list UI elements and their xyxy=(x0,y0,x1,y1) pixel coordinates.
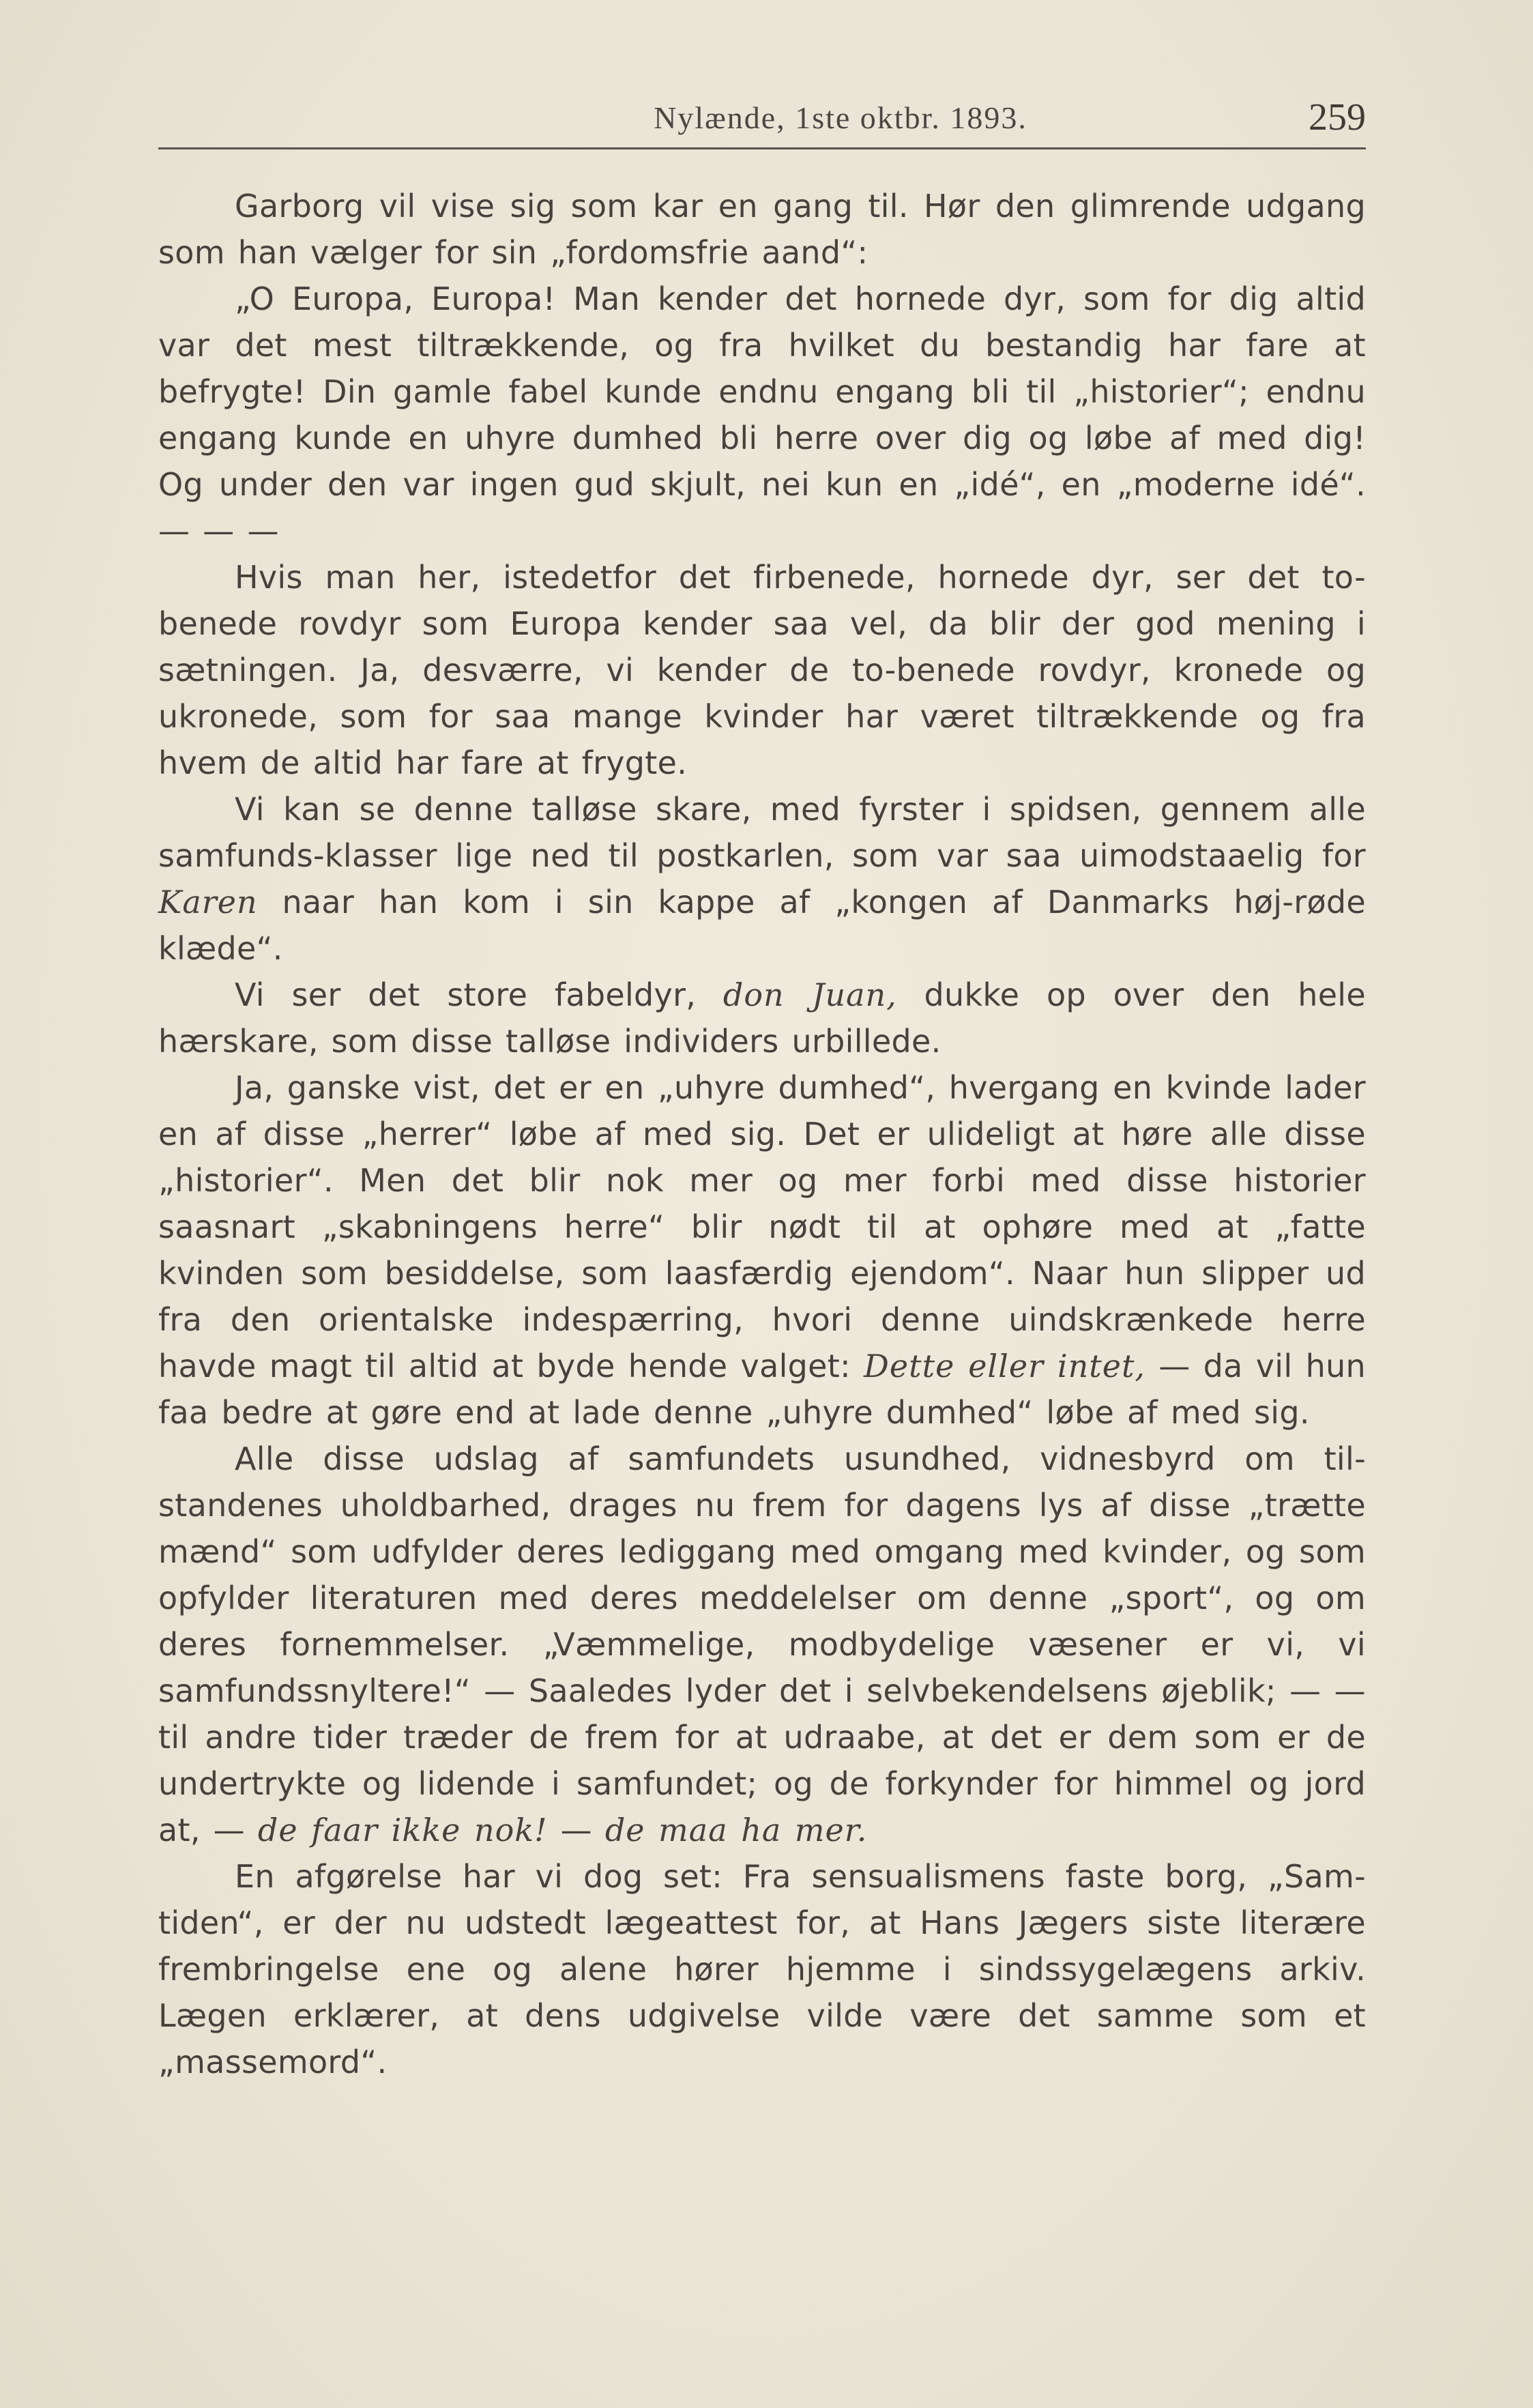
paragraph-6-text-after: — da vil hun faa bedre at gøre end at lade denne „uhyre dumhed“ løbe af med sig. xyxy=(158,1348,1366,1431)
paragraph-5-text-before: Vi ser det store fabeldyr, xyxy=(235,976,697,1013)
paragraph-7 xyxy=(158,1436,1366,1853)
paragraph-2-text: „O Europa, Europa! Man kender det hornede dyr, som for dig altid var det mest tiltrækkende, og fra hvilket du bestandig har fare at befrygte! Din gamle fabel kunde endnu engang bli til „historier“; endnu engang kunde en uhyre dumhed bli herre over dig og løbe af med dig! Og under den var ingen gud skjult, nei kun en „idé“, en „moderne idé“. — — — xyxy=(158,280,1366,549)
paragraph-5-text-after: dukke op over den hele hærskare, som disse talløse individers urbillede. xyxy=(158,976,1366,1060)
paragraph-5-italic: don Juan, xyxy=(722,976,897,1013)
paragraph-6 xyxy=(158,1064,1366,1436)
paragraph-3-text: Hvis man her, istedetfor det firbenede, hornede dyr, ser det to-benede rovdyr som Europa kender saa vel, da blir der god mening i sætningen. Ja, desværre, vi kender de to-benede rovdyr, kronede og ukronede, som for saa mange kvinder har været tiltrækkende og fra hvem de altid har fare at frygte. xyxy=(158,559,1366,781)
paragraph-4-text-after: naar han kom i sin kappe af „kongen af Danmarks høj-røde klæde“. xyxy=(158,884,1366,967)
paragraph-1-text: Garborg vil vise sig som kar en gang til. Hør den glimrende udgang som han vælger for sin „fordomsfrie aand“: xyxy=(158,188,1366,271)
paragraph-3 xyxy=(158,554,1366,786)
page-number: 259 xyxy=(1309,96,1366,139)
paragraph-7-italic-1: de faar ikke nok! xyxy=(257,1812,548,1848)
paragraph-7-text-before: Alle disse udslag af samfundets usundhed, vidnesbyrd om til-standenes uholdbarhed, drages nu frem for dagens lys af disse „trætte mænd“ som udfylder deres lediggang med omgang med kvinder, og som opfylder literaturen med deres meddelelser om denne „sport“, og om deres fornemmelser. „Væmmelige, modbydelige væsener er vi, vi samfundssnyltere!“ — Saaledes lyder det i selvbekendelsens øjeblik; — — til andre tider træder de frem for at udraabe, at det er dem som er de undertrykte og lidende i samfundet; og de forkynder for himmel og jord at, — xyxy=(158,1440,1366,1848)
paragraph-8 xyxy=(158,1853,1366,2085)
paragraph-7-italic-2: de maa ha mer. xyxy=(604,1812,868,1848)
paragraph-6-text-before: Ja, ganske vist, det er en „uhyre dumhed“, hvergang en kvinde lader en af disse „herrer“ løbe af med sig. Det er ulideligt at høre alle disse „historier“. Men det blir nok mer og mer forbi med disse historier saasnart „skabningens herre“ blir nødt til at ophøre med at „fatte kvinden som besiddelse, som laasfærdig ejendom“. Naar hun slipper ud fra den orientalske indespærring, hvori denne uindskrænkede herre havde magt til altid at byde hende valget: xyxy=(158,1069,1366,1384)
paragraph-2 xyxy=(158,276,1366,554)
page-header xyxy=(158,96,1366,150)
running-head: Nylænde, 1ste oktbr. 1893. xyxy=(654,100,1027,135)
paragraph-1 xyxy=(158,183,1366,276)
paragraph-7-dash: — xyxy=(560,1812,592,1848)
paragraph-8-text: En afgørelse har vi dog set: Fra sensualismens faste borg, „Sam-tiden“, er der nu udstedt lægeattest for, at Hans Jægers siste literære frembringelse ene og alene hører hjemme i sindssygelægens arkiv. Lægen erklærer, at dens udgivelse vilde være det samme som et „massemord“. xyxy=(158,1858,1366,2080)
paragraph-4 xyxy=(158,786,1366,972)
paragraph-5 xyxy=(158,972,1366,1064)
header-rule xyxy=(158,147,1366,149)
paragraph-6-italic: Dette eller intet, xyxy=(864,1348,1146,1384)
article-body xyxy=(158,183,1366,2085)
paragraph-4-italic: Karen xyxy=(158,884,258,920)
paragraph-4-text-before: Vi kan se denne talløse skare, med fyrster i spidsen, gennem alle samfunds-klasser lige ned til postkarlen, som var saa uimodstaaelig for xyxy=(158,791,1366,874)
